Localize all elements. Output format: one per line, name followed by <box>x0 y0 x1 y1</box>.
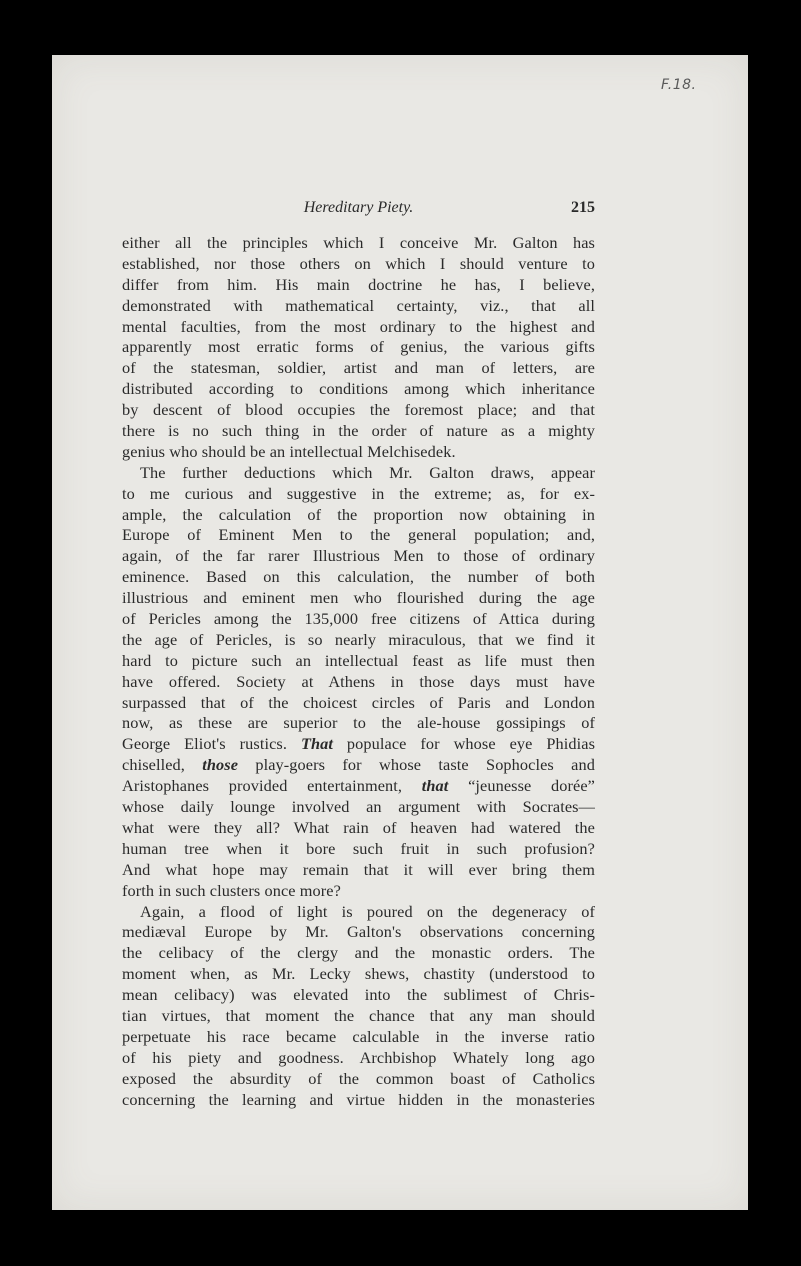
text-line: eminence. Based on this calculation, the number of both <box>122 567 595 587</box>
book-page <box>52 55 748 1210</box>
emphasis: That <box>300 734 334 754</box>
text-line: differ from him. His main doctrine he has, I believe, <box>122 274 595 294</box>
text-line: Europe of Eminent Men to the general population; and, <box>122 525 595 545</box>
text-line: what were they all? What rain of heaven had watered the <box>122 817 595 837</box>
text-line: there is no such thing in the order of nature as a mighty <box>122 421 595 441</box>
text-line: genius who should be an intellectual Melchisedek. <box>122 441 456 461</box>
text-line: chiselled, those play-goers for whose taste Sophocles and <box>122 755 595 775</box>
text-line: hard to picture such an intellectual feast as life must then <box>122 650 595 670</box>
text-line: mental faculties, from the most ordinary to the highest and <box>122 316 595 336</box>
text-line: established, nor those others on which I should venture to <box>122 253 595 273</box>
page-number: 215 <box>571 199 595 216</box>
text-line: now, as these are superior to the ale-house gossipings of <box>122 713 595 733</box>
emphasis: that <box>421 776 449 796</box>
text-line: either all the principles which I conceive Mr. Galton has <box>122 233 595 252</box>
text-line: human tree when it bore such fruit in such profusion? <box>122 838 595 858</box>
text-line: mediæval Europe by Mr. Galton's observations concerning <box>122 922 595 942</box>
text-line: of his piety and goodness. Archbishop Whately long ago <box>122 1047 595 1067</box>
text-line: whose daily lounge involved an argument with Socrates— <box>122 797 595 817</box>
text-line: of Pericles among the 135,000 free citizens of Attica during <box>122 609 595 629</box>
text-line: concerning the learning and virtue hidden in the monasteries <box>122 1089 595 1109</box>
text-line: again, of the far rarer Illustrious Men to those of ordinary <box>122 546 595 566</box>
text-line: Again, a flood of light is poured on the degeneracy of <box>140 901 595 921</box>
page-header <box>122 199 595 221</box>
text-line: illustrious and eminent men who flourished during the age <box>122 588 595 608</box>
text-line: apparently most erratic forms of genius, the various gifts <box>122 337 595 357</box>
text-line: The further deductions which Mr. Galton draws, appear <box>140 462 595 482</box>
text-line: George Eliot's rustics. That populace for whose eye Phidias <box>122 734 596 754</box>
text-line: And what hope may remain that it will ever bring them <box>122 859 595 879</box>
text-line: exposed the absurdity of the common boast of Catholics <box>122 1068 595 1088</box>
text-line: the age of Pericles, is so nearly miraculous, that we find it <box>122 629 595 649</box>
text-line: of the statesman, soldier, artist and man of letters, are <box>122 358 595 378</box>
text-line: have offered. Society at Athens in those days must have <box>122 671 595 691</box>
text-line: forth in such clusters once more? <box>122 880 341 900</box>
text-line: moment when, as Mr. Lecky shews, chastity (understood to <box>122 964 595 984</box>
text-line: mean celibacy) was elevated into the sublimest of Chris- <box>122 985 595 1005</box>
text-line: to me curious and suggestive in the extreme; as, for ex- <box>122 483 595 503</box>
text-line: by descent of blood occupies the foremost place; and that <box>122 400 595 420</box>
text-line: the celibacy of the clergy and the monastic orders. The <box>122 943 595 963</box>
text-line: ample, the calculation of the proportion now obtaining in <box>122 504 595 524</box>
running-title: Hereditary Piety. <box>303 199 414 216</box>
emphasis: those <box>202 755 239 775</box>
text-line: tian virtues, that moment the chance that any man should <box>122 1005 595 1025</box>
margin-annotation: F.18. <box>661 77 697 93</box>
text-line: demonstrated with mathematical certainty, viz., that all <box>122 295 595 315</box>
text-line: perpetuate his race became calculable in the inverse ratio <box>122 1026 595 1046</box>
body-text <box>122 233 595 1110</box>
text-line: surpassed that of the choicest circles of Paris and London <box>122 692 595 712</box>
text-line: distributed according to conditions among which inheritance <box>122 379 595 399</box>
text-line: Aristophanes provided entertainment, that “jeunesse dorée” <box>122 776 595 796</box>
